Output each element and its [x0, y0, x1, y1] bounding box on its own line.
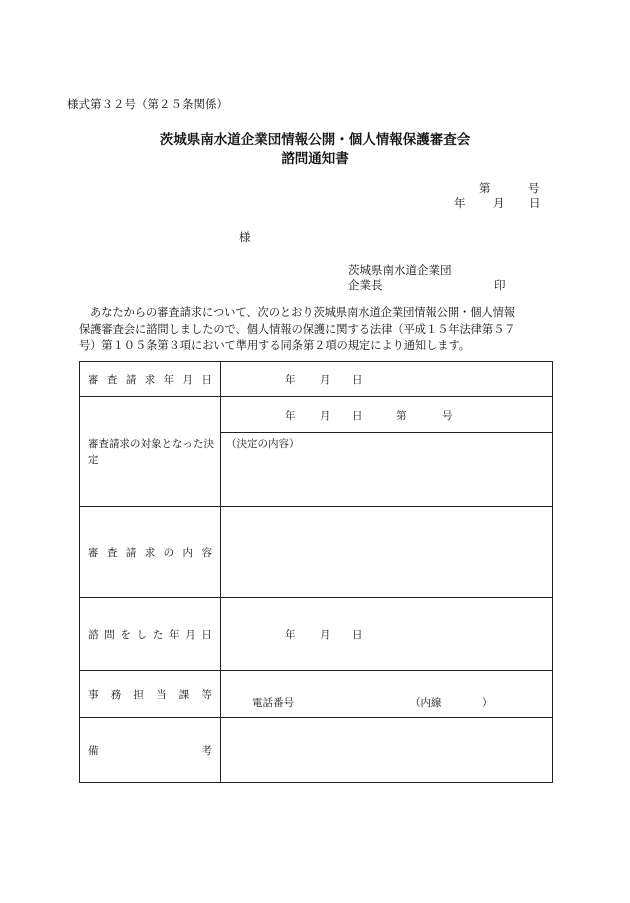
table-row [80, 598, 553, 671]
header-month: 月 [493, 196, 505, 210]
body-text [79, 305, 553, 355]
row-request-content-label: 審 査 請 求 の 内 容 [80, 507, 221, 598]
row-inquiry-date-label: 諮 問 を し た 年 月 日 [80, 598, 221, 671]
row-decision-label: 審査請求の対象となった決定 [80, 397, 221, 507]
row-request-date-label: 審 査 請 求 年 月 日 [80, 362, 221, 397]
extension-close: ） [482, 697, 493, 709]
header-go: 号 [528, 181, 540, 195]
extension-open: （内線 [410, 697, 442, 709]
table-row [80, 397, 553, 507]
decision-content-label: （決定の内容） [226, 438, 300, 450]
document-subtitle: 諮問通知書 [281, 151, 349, 167]
document-title: 茨城県南水道企業団情報公開・個人情報保護審査会 [159, 132, 471, 148]
row-remarks-label: 備 考 [80, 718, 221, 783]
table-row [80, 362, 553, 397]
table-row [80, 507, 553, 598]
table-row [80, 718, 553, 783]
table-row [80, 671, 553, 718]
sender-seal: 印 [494, 278, 506, 292]
form-number: 様式第３２号（第２５条関係） [67, 97, 228, 111]
decision-date-number: 年 月 日 第 号 [221, 397, 552, 433]
inquiry-table [79, 361, 553, 783]
header-year: 年 [454, 196, 466, 210]
decision-cell [221, 397, 553, 507]
inquiry-date-value: 年 月 日 [221, 598, 553, 671]
sender-org: 茨城県南水道企業団 [348, 263, 452, 277]
request-date-value: 年 月 日 [221, 362, 553, 397]
body-line-1: あなたからの審査請求について、次のとおり茨城県南水道企業団情報公開・個人情報 [90, 306, 516, 319]
phone-label: 電話番号 [252, 697, 294, 709]
row-office-label: 事 務 担 当 課 等 [80, 671, 221, 718]
request-content-value [221, 507, 553, 598]
body-line-2: 保護審査会に諮問しましたので、個人情報の保護に関する法律（平成１５年法律第５７ [79, 322, 516, 336]
body-line-3: 号）第１０５条第３項において準用する同条第２項の規定により通知します。 [79, 339, 470, 352]
office-value [221, 671, 553, 718]
header-dai: 第 [479, 181, 491, 195]
remarks-value [221, 718, 553, 783]
sender-title: 企業長 [348, 278, 383, 292]
addressee-suffix: 様 [239, 230, 251, 244]
header-day: 日 [529, 196, 541, 210]
